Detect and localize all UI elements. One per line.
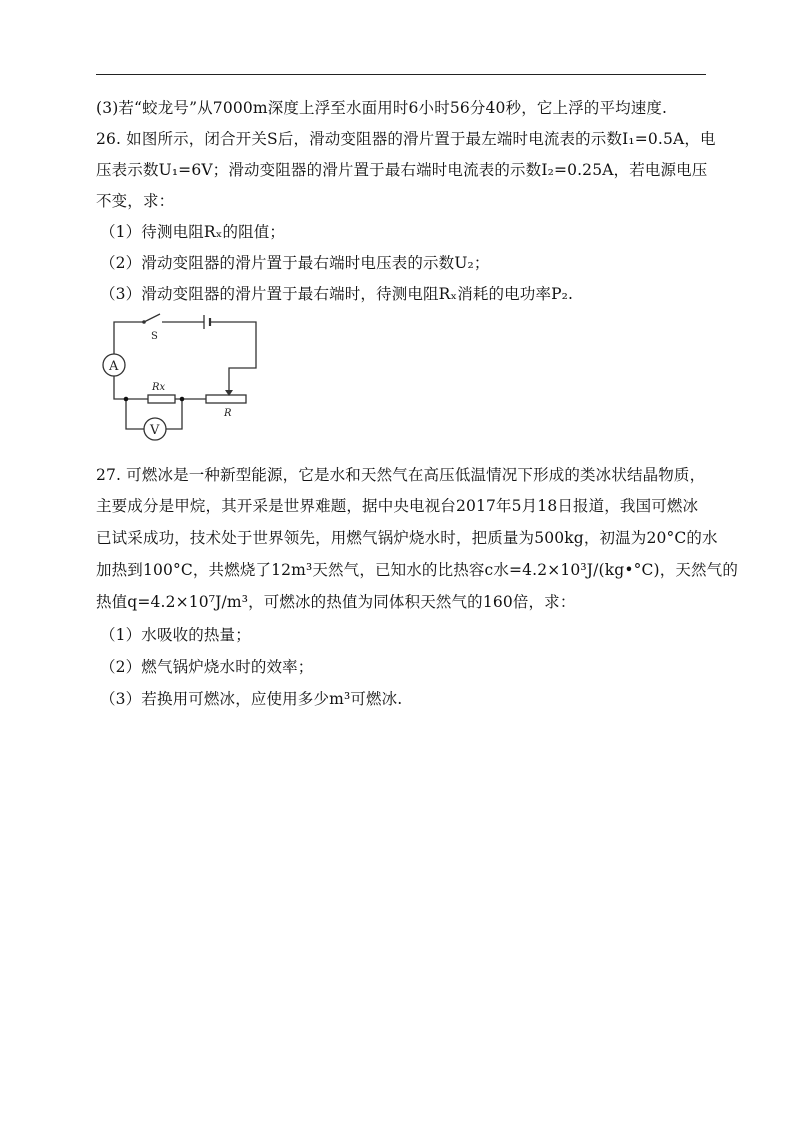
- junction-left: [124, 397, 129, 402]
- rx-resistor: [148, 395, 175, 403]
- q26-part2: （2）滑动变阻器的滑片置于最右端时电压表的示数U₂；: [100, 254, 490, 272]
- q27-part3: （3）若换用可燃冰，应使用多少m³可燃冰.: [100, 690, 403, 708]
- rheostat-label: R: [224, 408, 232, 419]
- q27-stem-line5: 热值q=4.2×10⁷J/m³，可燃冰的热值为同体积天然气的160倍，求：: [96, 593, 576, 611]
- switch-label: S: [151, 331, 158, 342]
- wire-voltmeter-left: [126, 399, 144, 429]
- wire-left-down: [114, 376, 148, 399]
- switch-pivot: [142, 320, 146, 324]
- q27-stem-line2: 主要成分是甲烷，其开采是世界难题，据中央电视台2017年5月18日报道，我国可燃冰: [96, 497, 699, 515]
- q26-part3: （3）滑动变阻器的滑片置于最右端时，待测电阻Rₓ消耗的电功率P₂.: [100, 285, 574, 303]
- wire-top-left: [114, 322, 144, 354]
- q26-stem-line2: 压表示数U₁=6V；滑动变阻器的滑片置于最右端时电流表的示数I₂=0.25A，若电源电压: [96, 161, 708, 179]
- q25-part3: (3)若“蛟龙号”从7000m深度上浮至水面用时6小时56分40秒，它上浮的平均速度.: [96, 99, 668, 117]
- rx-label: Rx: [152, 382, 166, 393]
- q26-stem-line3: 不变，求：: [96, 192, 175, 210]
- q27-stem-line3: 已试采成功，技术处于世界领先，用燃气锅炉烧水时，把质量为500kg，初温为20°C的水: [96, 529, 718, 547]
- q27-stem-line4: 加热到100°C，共燃烧了12m³天然气，已知水的比热容c水=4.2×10³J/(kg•°C)，天然气的: [96, 561, 738, 579]
- q27-part2: （2）燃气锅炉烧水时的效率；: [100, 658, 314, 676]
- voltmeter-label: V: [150, 423, 160, 438]
- rheostat-resistor: [206, 395, 246, 403]
- q26-stem-line1: 26. 如图所示，闭合开关S后，滑动变阻器的滑片置于最左端时电流表的示数I₁=0.5A，电: [96, 130, 716, 148]
- switch-blade: [144, 314, 160, 322]
- header-rule: [96, 74, 706, 75]
- q27-stem-line1: 27. 可燃冰是一种新型能源，它是水和天然气在高压低温情况下形成的类冰状结晶物质，: [96, 466, 706, 484]
- wire-right: [210, 322, 256, 379]
- q27-part1: （1）水吸收的热量；: [100, 626, 251, 644]
- circuit-diagram: [96, 312, 266, 442]
- ammeter-label: A: [109, 359, 119, 374]
- junction-right: [180, 397, 185, 402]
- q26-part1: （1）待测电阻Rₓ的阻值；: [100, 223, 286, 241]
